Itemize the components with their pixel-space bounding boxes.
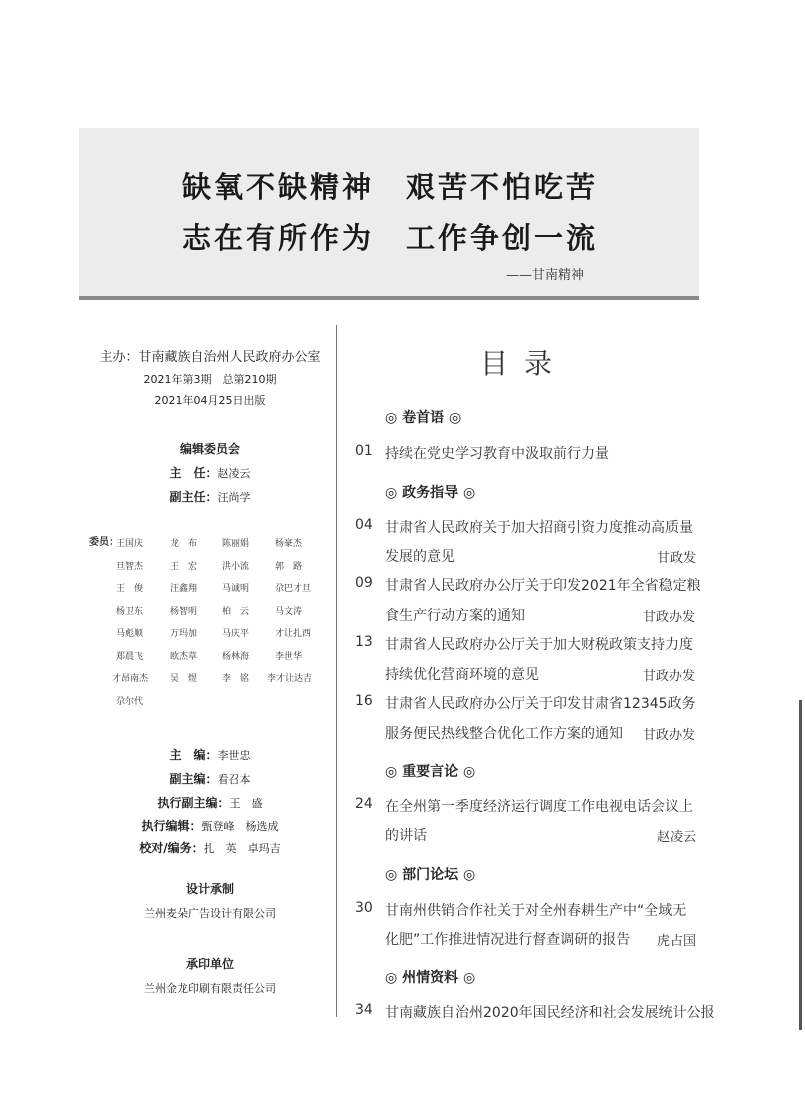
toc-entry[interactable]: 甘肃省人民政府关于加大招商引资力度推动高质量: [385, 520, 693, 536]
page-number: 04: [355, 517, 373, 533]
section-header: ◎ 州情资料 ◎: [385, 970, 476, 986]
staff-key: 副主编：: [169, 772, 218, 786]
committee-member: 欧杰草: [170, 651, 198, 662]
design-company: 兰州麦朵广告设计有限公司: [144, 907, 276, 920]
committee-member: 尕尔代: [116, 696, 144, 707]
section-header: ◎ 部门论坛 ◎: [385, 867, 476, 883]
committee-member: 洪小流: [222, 561, 250, 572]
staff-line: [70, 837, 350, 856]
committee-member: 杨豪杰: [275, 539, 303, 549]
committee-member: 郭 路: [275, 561, 303, 572]
committee-member: 李才让达吉: [267, 674, 313, 684]
committee-member: 龙 布: [170, 539, 198, 549]
toc-entry[interactable]: 甘南州供销合作社关于对全州春耕生产中“全域无: [385, 903, 687, 919]
committee-header: 编辑委员会: [179, 442, 240, 456]
committee-member: 柏 云: [222, 606, 250, 617]
page-number: 01: [355, 443, 373, 459]
section-header: ◎ 卷首语 ◎: [385, 410, 462, 426]
committee-member: 王 俊: [116, 584, 144, 594]
staff-line: [70, 815, 350, 834]
publish-date: 2021年04月25日出版: [154, 394, 266, 407]
toc-entry[interactable]: 持续在党史学习教育中汲取前行力量: [385, 446, 609, 462]
page-number: 24: [355, 796, 373, 812]
committee-member: 尕巴才旦: [275, 584, 312, 594]
director-line: [70, 462, 350, 481]
committee-member: 王国庆: [116, 539, 144, 549]
toc-entry-cont[interactable]: 食生产行动方案的通知: [385, 608, 525, 624]
page-number: 13: [355, 634, 373, 650]
design-header: 设计承制: [185, 882, 234, 896]
doc-code: 甘政办发: [643, 669, 696, 684]
staff-key: 执行副主编：: [157, 796, 230, 810]
staff-key: 主 编：: [169, 748, 218, 762]
toc-entry[interactable]: 甘肃省人民政府办公厅关于印发甘肃省12345政务: [385, 696, 696, 712]
committee-member: 李 铭: [222, 674, 250, 684]
staff-value: 看召本: [217, 773, 251, 786]
page-number: 34: [355, 1002, 373, 1018]
committee-member: 旦智杰: [116, 561, 144, 572]
staff-value: 甄登峰 杨选成: [201, 820, 279, 833]
committee-member: 马彪顺: [116, 629, 144, 639]
staff-line: [70, 768, 350, 787]
committee-member: 王 宏: [170, 561, 198, 572]
page-number: 09: [355, 575, 373, 591]
committee-member: 杨卫东: [116, 606, 144, 617]
staff-key: 执行编辑：: [141, 819, 202, 833]
committee-member: 李世华: [275, 651, 303, 662]
toc-entry-cont[interactable]: 化肥”工作推进情况进行督查调研的报告: [385, 932, 631, 948]
toc-entry[interactable]: 甘肃省人民政府办公厅关于加大财税政策支持力度: [385, 637, 693, 653]
slogan-line-2: 志在有所作为 工作争创一流: [182, 221, 599, 255]
author: 虎占国: [657, 934, 697, 949]
director-value: 赵凌云: [217, 467, 251, 480]
slogan-signature: ——甘南精神: [506, 268, 585, 283]
page-number: 30: [355, 900, 373, 916]
staff-value: 扎 英 卓玛吉: [203, 842, 281, 855]
vice-director-line: [70, 486, 350, 505]
toc-entry-cont[interactable]: 持续优化营商环境的意见: [385, 667, 539, 683]
members-key: 委员：: [89, 537, 119, 548]
committee-member: 马诚明: [222, 584, 250, 594]
section-header: ◎ 重要言论 ◎: [385, 764, 476, 780]
vice-director-key: 副主任：: [169, 490, 218, 504]
staff-key: 校对/编务：: [139, 841, 204, 855]
staff-value: 王 盛: [229, 797, 263, 810]
page-number: 16: [355, 693, 373, 709]
committee-member: 万玛加: [170, 629, 198, 639]
toc-title: 目录: [480, 347, 569, 380]
print-header: 承印单位: [185, 957, 234, 971]
slogan-banner: [79, 128, 699, 300]
committee-member: 才让扎西: [275, 629, 312, 639]
toc-entry[interactable]: 在全州第一季度经济运行调度工作电视电话会议上: [385, 799, 693, 815]
staff-line: [70, 792, 350, 811]
toc-entry[interactable]: 甘南藏族自治州2020年国民经济和社会发展统计公报: [385, 1005, 715, 1021]
vice-director-value: 汪尚学: [217, 491, 251, 504]
toc-entry-cont[interactable]: 服务便民热线整合优化工作方案的通知: [385, 726, 623, 742]
committee-member: 杨林海: [222, 651, 250, 662]
toc-entry-cont[interactable]: 发展的意见: [385, 549, 455, 565]
author: 赵凌云: [657, 830, 697, 845]
slogan-line-1: 缺氧不缺精神 艰苦不怕吃苦: [182, 170, 599, 204]
toc-entry-cont[interactable]: 的讲话: [385, 828, 427, 844]
toc-entry[interactable]: 甘肃省人民政府办公厅关于印发2021年全省稳定粮: [385, 578, 701, 594]
issue-number: 2021年第3期 总第210期: [143, 373, 277, 386]
committee-member: 吴 煜: [170, 674, 198, 684]
committee-member: 郑晨飞: [116, 651, 144, 662]
staff-value: 李世忠: [217, 749, 251, 762]
section-header: ◎ 政务指导 ◎: [385, 485, 476, 501]
staff-line: [70, 744, 350, 763]
committee-member: 陈丽娟: [222, 539, 250, 549]
committee-member: 马文涛: [275, 606, 303, 617]
committee-member: 马庆平: [222, 629, 250, 639]
committee-member: 杨智明: [170, 606, 198, 617]
page-edge-line: [799, 700, 802, 1030]
print-company: 兰州金龙印刷有限责任公司: [144, 982, 276, 995]
doc-code: 甘政办发: [643, 728, 696, 743]
doc-code: 甘政发: [657, 551, 697, 566]
committee-member: 才昂南杰: [112, 674, 149, 684]
sponsor: 主办：甘南藏族自治州人民政府办公室: [99, 350, 321, 365]
director-key: 主 任：: [169, 466, 218, 480]
doc-code: 甘政办发: [643, 610, 696, 625]
committee-member: 汪鑫翔: [170, 584, 198, 594]
